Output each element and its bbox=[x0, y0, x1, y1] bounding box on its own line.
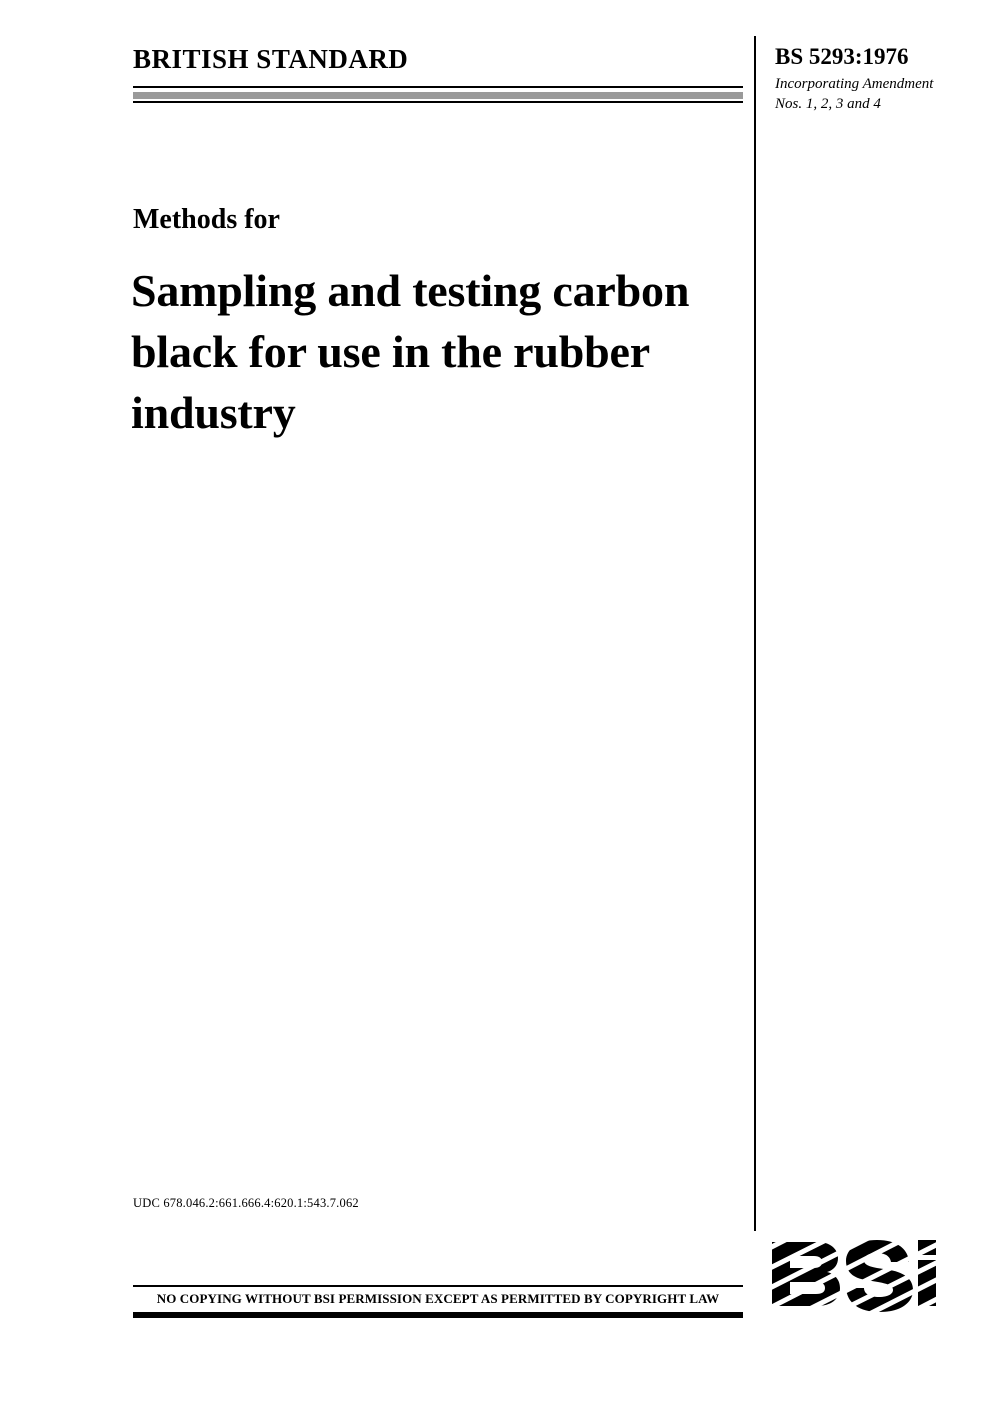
footer-rule-bottom bbox=[133, 1312, 743, 1318]
bsi-logo-icon bbox=[768, 1232, 948, 1322]
header-rule-upper bbox=[133, 86, 743, 88]
copyright-notice: NO COPYING WITHOUT BSI PERMISSION EXCEPT AS PERMITTED BY COPYRIGHT LAW bbox=[156, 1291, 720, 1306]
udc-classification: UDC 678.046.2:661.666.4:620.1:543.7.062 bbox=[133, 1196, 359, 1210]
page-title: Sampling and testing carbon black for use in the rubber industry bbox=[131, 265, 690, 439]
title-eyebrow: Methods for bbox=[133, 204, 280, 235]
standard-number: BS 5293:1976 bbox=[775, 44, 909, 69]
vertical-divider bbox=[754, 36, 756, 1231]
header-rule-grey-band bbox=[133, 92, 743, 99]
footer-rule-top bbox=[133, 1285, 743, 1287]
brand-title: BRITISH STANDARD bbox=[133, 44, 409, 74]
header-rule-lower bbox=[133, 101, 743, 103]
amendments-note: Incorporating Amendment Nos. 1, 2, 3 and 4 bbox=[775, 76, 934, 113]
